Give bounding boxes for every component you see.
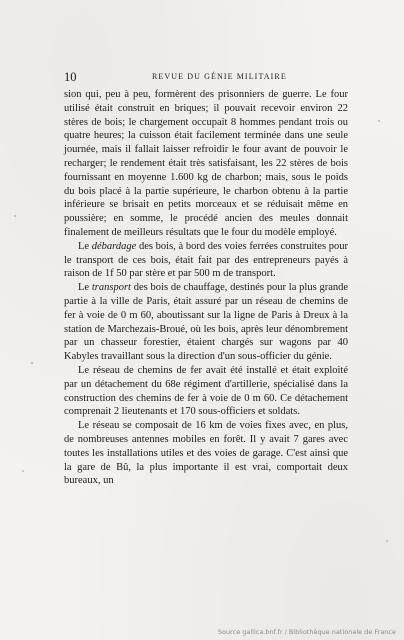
page-number: 10 [64, 70, 77, 84]
body-text [64, 88, 348, 488]
paragraph-transport-lead: Le [78, 282, 92, 294]
paragraph-transport [64, 281, 348, 364]
paragraph-transport-body: des bois de chauffage, destinés pour la plus grande partie à la ville de Paris, était assuré par un réseau de chemins de fer à voie de 0 m 60, aboutissant sur la ligne de Paris à Dreux à la station de Marchezais-Broué, où les bois, après leur dénombrement par un chasseur forestier, étaient chargés sur wagons par 40 Kabyles travaillant sous la direction d'un sous-officier du génie. [64, 282, 349, 363]
paragraph-debardage-body: des bois, à bord des voies ferrées construites pour le transport de ces bois, était fait par des entrepreneurs payés à raison de 1f 50 par stère et par 500 m de transport. [64, 240, 348, 280]
scan-speck [386, 540, 388, 542]
paragraph-kiln: sion qui, peu à peu, formèrent des prisonniers de guerre. Le four utilisé était construit en briques; il pouvait recevoir environ 22 stères de bois; le chargement occupait 8 hommes pendant trois ou quatre heures; la cuisson était facilement terminée dans une seule journée, mais il fallait laisser refroidir le four avant de pouvoir le recharger; le rendement était très satisfaisant, les 22 stères de bois fournissant en moyenne 1.600 kg de charbon; mais, sous le poids du bois placé à la partie supérieure, le charbon obtenu à la partie inférieure se brisait en petits morceaux et se réduisait même en poussière; en somme, le procédé ancien des meules donnait finalement de meilleurs résultats que le four du modèle employé. [64, 89, 348, 238]
paragraph-debardage-lead: Le [78, 240, 92, 252]
source-credit: Source gallica.bnf.fr / Bibliothèque nationale de France [217, 628, 396, 636]
paragraph-debardage [64, 240, 348, 281]
scan-speck [31, 362, 33, 364]
scan-speck [14, 215, 16, 217]
scan-speck [378, 120, 380, 122]
scan-speck [22, 470, 24, 472]
paragraph-stations: Le réseau se composait de 16 km de voies fixes avec, en plus, de nombreuses antennes mobiles en forêt. Il y avait 7 gares avec toutes les installations utiles et des voies de garage. C'est ainsi que la gare de Bû, la plus importante il est vrai, comportait deux bureaux, un [64, 420, 348, 487]
emphasis-debardage: débardage [91, 240, 137, 252]
page-header [60, 70, 360, 84]
emphasis-transport: transport [91, 282, 131, 294]
paragraph-railway-network: Le réseau de chemins de fer avait été installé et était exploité par un détachement du 68e régiment d'artillerie, spécialisé dans la construction des chemins de fer à voie de 0 m 60. Ce détachement comprenait 2 lieutenants et 170 sous-officiers et soldats. [64, 364, 348, 418]
running-head: REVUE DU GÉNIE MILITAIRE [152, 72, 287, 81]
